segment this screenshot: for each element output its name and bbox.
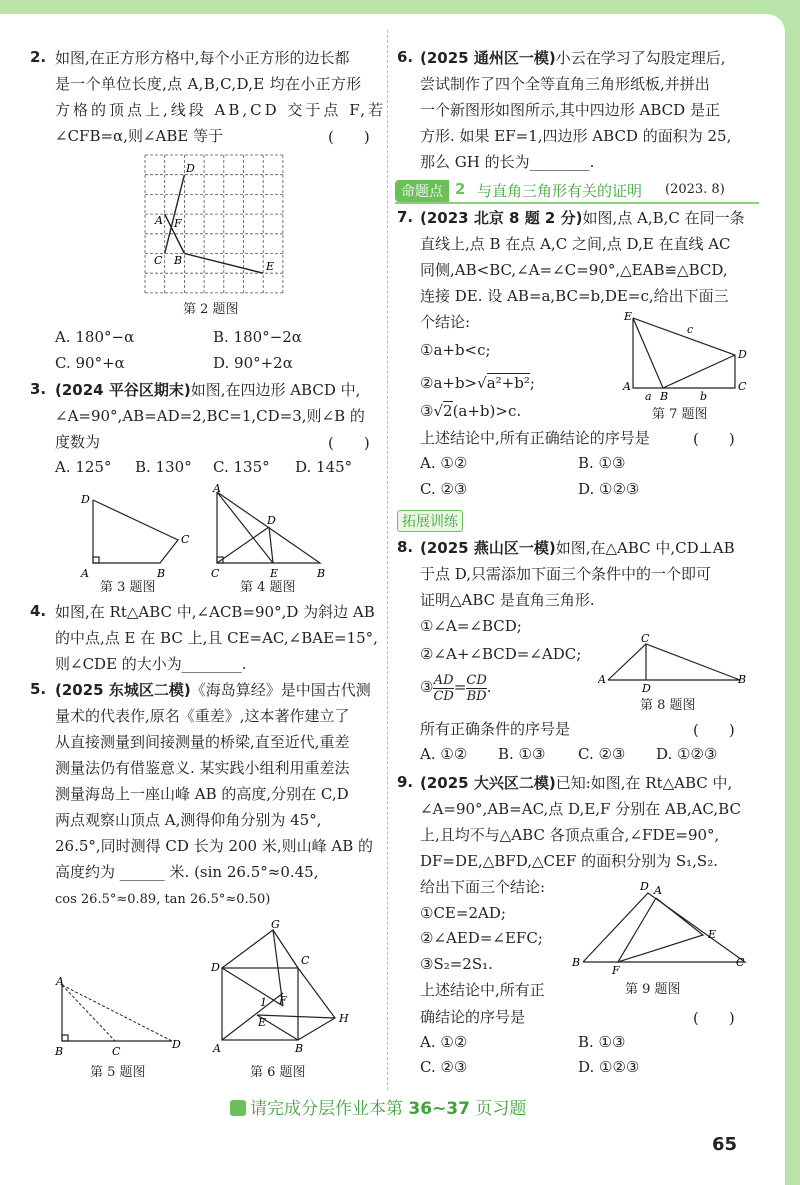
figure-caption: 第 3 题图 bbox=[100, 580, 156, 595]
question-4-number: 4. bbox=[30, 602, 47, 620]
conclusion-3: ③√2(a+b)>c. bbox=[420, 402, 522, 420]
question-source: (2024 平谷区期末) bbox=[55, 381, 191, 399]
reminder-pages: 36~37 bbox=[408, 1099, 470, 1119]
point-label: H bbox=[339, 1012, 349, 1025]
option-d[interactable]: D. 145° bbox=[295, 458, 353, 476]
conclusion-text: ③ bbox=[420, 402, 434, 420]
numerator: AD bbox=[433, 672, 454, 688]
figure-caption: 第 8 题图 bbox=[640, 698, 696, 713]
period: . bbox=[486, 678, 492, 696]
option-b[interactable]: B. 130° bbox=[135, 458, 192, 476]
question-source: (2025 燕山区一模) bbox=[420, 539, 556, 557]
question-6-line: 小云在学习了勾股定理后, bbox=[555, 49, 726, 67]
question-7-text: 连接 DE. 设 AB=a,BC=b,DE=c,给出下面三 bbox=[420, 287, 729, 305]
point-label: D bbox=[172, 1038, 181, 1051]
homework-icon bbox=[230, 1100, 246, 1116]
question-7-text: 同侧,AB<BC,∠A=∠C=90°,△EAB≌△BCD, bbox=[420, 261, 728, 279]
reminder-text: 请完成分层作业本第 bbox=[250, 1099, 409, 1119]
conclusion-text: ; bbox=[529, 374, 535, 392]
point-label: F bbox=[174, 217, 182, 230]
figure-2-grid bbox=[140, 150, 290, 300]
figure-9-triangle bbox=[572, 880, 752, 975]
point-label: D bbox=[186, 162, 195, 175]
point-label: E bbox=[708, 928, 717, 941]
answer-blank: ( ) bbox=[328, 434, 370, 452]
question-3-number: 3. bbox=[30, 380, 47, 398]
question-source: (2025 东城区二模) bbox=[55, 681, 191, 699]
extension-training-label: 拓展训练 bbox=[397, 510, 463, 532]
conclusion-text: ②a+b> bbox=[420, 374, 478, 392]
option-b[interactable]: B. ①③ bbox=[578, 1033, 626, 1051]
equals: = bbox=[453, 678, 467, 696]
point-label: A bbox=[598, 673, 606, 686]
point-label: C bbox=[738, 380, 747, 393]
question-source: (2023 北京 8 题 2 分) bbox=[420, 209, 583, 227]
section-title: 与直角三角形有关的证明 bbox=[477, 182, 643, 200]
point-label: C bbox=[641, 632, 650, 645]
question-5-number: 5. bbox=[30, 680, 47, 698]
option-d[interactable]: D. ①②③ bbox=[578, 480, 640, 498]
question-7-number: 7. bbox=[397, 208, 414, 226]
question-5-text: 测量法仍有借鉴意义. 某实践小组利用重差法 bbox=[55, 759, 350, 777]
question-9-text: 给出下面三个结论: bbox=[420, 878, 546, 896]
question-6-text: 尝试制作了四个全等直角三角形纸板,并拼出 bbox=[420, 75, 710, 93]
point-label: G bbox=[271, 918, 280, 931]
point-label: D bbox=[81, 493, 90, 506]
answer-blank: ( ) bbox=[693, 721, 735, 739]
option-c[interactable]: C. ②③ bbox=[420, 480, 468, 498]
option-b[interactable]: B. ①③ bbox=[498, 745, 546, 763]
fraction bbox=[433, 673, 453, 704]
figure-caption: 第 5 题图 bbox=[90, 1065, 146, 1080]
point-label: E bbox=[270, 567, 279, 580]
section-number: 2 bbox=[455, 180, 466, 198]
angle-label: 1 bbox=[260, 996, 267, 1009]
point-label: C bbox=[181, 533, 190, 546]
point-label: A bbox=[56, 975, 64, 988]
question-8-line: 如图,在△ABC 中,CD⊥AB bbox=[555, 539, 735, 557]
question-4-text: 如图,在 Rt△ABC 中,∠ACB=90°,D 为斜边 AB bbox=[55, 603, 375, 621]
question-5-text: 高度约为 ______ 米. (sin 26.5°≈0.45, bbox=[55, 863, 319, 881]
question-2-number: 2. bbox=[30, 48, 47, 66]
denominator: CD bbox=[433, 688, 454, 704]
option-c[interactable]: C. 90°+α bbox=[55, 354, 125, 372]
point-label: E bbox=[266, 260, 275, 273]
option-a[interactable]: A. ①② bbox=[420, 1033, 468, 1051]
figure-caption: 第 9 题图 bbox=[625, 982, 681, 997]
question-9-text: ∠A=90°,AB=AC,点 D,E,F 分别在 AB,AC,BC bbox=[420, 800, 741, 818]
condition-marker: ③ bbox=[420, 678, 434, 696]
option-c[interactable]: C. ②③ bbox=[420, 1058, 468, 1076]
question-7-text: 个结论: bbox=[420, 313, 471, 331]
point-label: A bbox=[81, 567, 89, 580]
segment-label: b bbox=[700, 390, 708, 403]
question-source: (2025 大兴区二模) bbox=[420, 774, 556, 792]
fraction bbox=[466, 673, 486, 704]
question-6-text: 一个新图形如图所示,其中四边形 ABCD 是正 bbox=[420, 101, 720, 119]
question-8-ask: 所有正确条件的序号是 bbox=[420, 720, 571, 738]
point-label: A bbox=[155, 214, 163, 227]
page-number: 65 bbox=[712, 1134, 738, 1155]
question-source: (2025 通州区一模) bbox=[420, 49, 556, 67]
question-5-text: 26.5°,同时测得 CD 长为 200 米,则山峰 AB 的 bbox=[55, 837, 374, 855]
question-5-text: 测量海岛上一座山峰 AB 的高度,分别在 C,D bbox=[55, 785, 349, 803]
figure-7-trapezoid bbox=[620, 308, 760, 403]
figure-3-quadrilateral bbox=[75, 485, 195, 580]
question-9-text: 上,且均不与△ABC 各顶点重合,∠FDE=90°, bbox=[420, 826, 720, 844]
point-label: B bbox=[157, 567, 166, 580]
section-year: (2023. 8) bbox=[665, 182, 725, 197]
answer-blank: ( ) bbox=[328, 128, 370, 146]
point-label: E bbox=[624, 310, 633, 323]
option-d[interactable]: D. 90°+2α bbox=[213, 354, 293, 372]
figure-4-triangle bbox=[205, 482, 335, 580]
point-label: F bbox=[279, 994, 287, 1007]
point-label: B bbox=[317, 567, 326, 580]
question-6-text: 那么 GH 的长为________. bbox=[420, 153, 595, 171]
point-label: D bbox=[642, 682, 651, 694]
question-2-text: 是一个单位长度,点 A,B,C,D,E 均在小正方形 bbox=[55, 75, 362, 93]
point-label: C bbox=[112, 1045, 121, 1058]
point-label: B bbox=[660, 390, 669, 403]
point-label: B bbox=[55, 1045, 64, 1058]
question-5-text: 从直接测量到间接测量的桥梁,直至近代,重差 bbox=[55, 733, 350, 751]
point-label: D bbox=[211, 961, 220, 974]
reminder-text: 页习题 bbox=[469, 1099, 527, 1119]
option-a[interactable]: A. 125° bbox=[55, 458, 112, 476]
question-4-text: 的中点,点 E 在 BC 上,且 CE=AC,∠BAE=15°, bbox=[55, 629, 378, 647]
figure-caption: 第 4 题图 bbox=[240, 580, 296, 595]
figure-caption: 第 6 题图 bbox=[250, 1065, 306, 1080]
radicand: 2 bbox=[443, 402, 453, 420]
conclusion-3: ③S₂=2S₁. bbox=[420, 955, 493, 973]
question-6-number: 6. bbox=[397, 48, 414, 66]
point-label: E bbox=[258, 1016, 267, 1029]
question-7-text bbox=[420, 208, 745, 228]
numerator: CD bbox=[466, 672, 487, 688]
point-label: A bbox=[623, 380, 631, 393]
option-a[interactable]: A. ①② bbox=[420, 454, 468, 472]
point-label: D bbox=[267, 514, 276, 527]
point-label: B bbox=[174, 254, 183, 267]
point-label: B bbox=[738, 673, 747, 686]
denominator: BD bbox=[466, 688, 487, 704]
question-8-number: 8. bbox=[397, 538, 414, 556]
figure-6-square bbox=[205, 918, 355, 1058]
figure-caption: 第 2 题图 bbox=[183, 302, 239, 317]
figure-8-triangle bbox=[598, 632, 748, 694]
question-4-text: 则∠CDE 的大小为________. bbox=[55, 655, 247, 673]
conclusion-2: ②∠AED=∠EFC; bbox=[420, 929, 543, 947]
question-5-text bbox=[55, 680, 371, 700]
question-7-line: 如图,点 A,B,C 在同一条 bbox=[582, 209, 745, 227]
conclusion-2: ②a+b>√a²+b²; bbox=[420, 374, 535, 392]
option-c[interactable]: C. ②③ bbox=[578, 745, 626, 763]
option-b[interactable]: B. ①③ bbox=[578, 454, 626, 472]
conclusion-text: (a+b)>c. bbox=[452, 402, 522, 420]
condition-1: ①∠A=∠BCD; bbox=[420, 617, 522, 635]
section-tag: 命题点 bbox=[395, 180, 449, 202]
question-8-text: 证明△ABC 是直角三角形. bbox=[420, 591, 595, 609]
question-9-number: 9. bbox=[397, 773, 414, 791]
point-label: C bbox=[154, 254, 163, 267]
conclusion-1: ①CE=2AD; bbox=[420, 904, 506, 922]
homework-reminder bbox=[230, 1094, 526, 1119]
point-label: B bbox=[295, 1042, 304, 1055]
question-8-text bbox=[420, 538, 735, 558]
condition-3 bbox=[420, 672, 492, 704]
point-label: C bbox=[736, 956, 745, 969]
column-divider bbox=[387, 30, 388, 1090]
option-b[interactable]: B. 180°−2α bbox=[213, 328, 302, 346]
segment-label: a bbox=[645, 390, 652, 403]
question-9-text: DF=DE,△BFD,△CEF 的面积分别为 S₁,S₂. bbox=[420, 852, 718, 870]
question-9-text: 上述结论中,所有正 bbox=[420, 981, 545, 999]
question-2-text: 方格的顶点上,线段 AB,CD 交于点 F,若 bbox=[55, 101, 387, 119]
section-header bbox=[395, 180, 759, 204]
point-label: F bbox=[612, 964, 620, 975]
question-9-line: 已知:如图,在 Rt△ABC 中, bbox=[555, 774, 733, 792]
point-label: C bbox=[211, 567, 220, 580]
question-6-text bbox=[420, 48, 725, 68]
point-label: C bbox=[301, 954, 310, 967]
question-2-text: 如图,在正方形方格中,每个小正方形的边长都 bbox=[55, 49, 350, 67]
radicand: a²+b² bbox=[486, 374, 530, 392]
question-7-ask: 上述结论中,所有正确结论的序号是 bbox=[420, 429, 650, 447]
figure-5-triangle bbox=[50, 975, 190, 1060]
question-3-line: 如图,在四边形 ABCD 中, bbox=[190, 381, 361, 399]
question-9-text: 确结论的序号是 bbox=[420, 1008, 526, 1026]
point-label: D bbox=[738, 348, 747, 361]
conclusion-1: ①a+b<c; bbox=[420, 341, 491, 359]
option-d[interactable]: D. ①②③ bbox=[656, 745, 718, 763]
question-7-text: 直线上,点 B 在点 A,C 之间,点 D,E 在直线 AC bbox=[420, 235, 731, 253]
point-label: D bbox=[640, 880, 649, 893]
point-label: A bbox=[213, 482, 221, 495]
question-3-text bbox=[55, 380, 360, 400]
option-a[interactable]: A. 180°−α bbox=[55, 328, 135, 346]
question-2-text: ∠CFB=α,则∠ABE 等于 bbox=[55, 127, 224, 145]
point-label: B bbox=[572, 956, 581, 969]
question-9-text bbox=[420, 773, 732, 793]
point-label: A bbox=[213, 1042, 221, 1055]
segment-label: c bbox=[687, 323, 694, 336]
question-8-text: 于点 D,只需添加下面三个条件中的一个即可 bbox=[420, 565, 712, 583]
question-3-text: 度数为 bbox=[55, 433, 101, 451]
option-c[interactable]: C. 135° bbox=[213, 458, 270, 476]
question-3-text: ∠A=90°,AB=AD=2,BC=1,CD=3,则∠B 的 bbox=[55, 407, 365, 425]
question-5-text: cos 26.5°≈0.89, tan 26.5°≈0.50) bbox=[55, 892, 271, 907]
option-a[interactable]: A. ①② bbox=[420, 745, 468, 763]
point-label: A bbox=[654, 884, 662, 897]
answer-blank: ( ) bbox=[693, 1009, 735, 1027]
question-5-text: 两点观察山顶点 A,测得仰角分别为 45°, bbox=[55, 811, 322, 829]
answer-blank: ( ) bbox=[693, 430, 735, 448]
condition-2: ②∠A+∠BCD=∠ADC; bbox=[420, 645, 582, 663]
figure-caption: 第 7 题图 bbox=[652, 407, 708, 422]
option-d[interactable]: D. ①②③ bbox=[578, 1058, 640, 1076]
question-6-text: 方形. 如果 EF=1,四边形 ABCD 的面积为 25, bbox=[420, 127, 732, 145]
question-5-line: 《海岛算经》是中国古代测 bbox=[190, 681, 371, 699]
question-5-text: 量术的代表作,原名《重差》,这本著作建立了 bbox=[55, 707, 350, 725]
